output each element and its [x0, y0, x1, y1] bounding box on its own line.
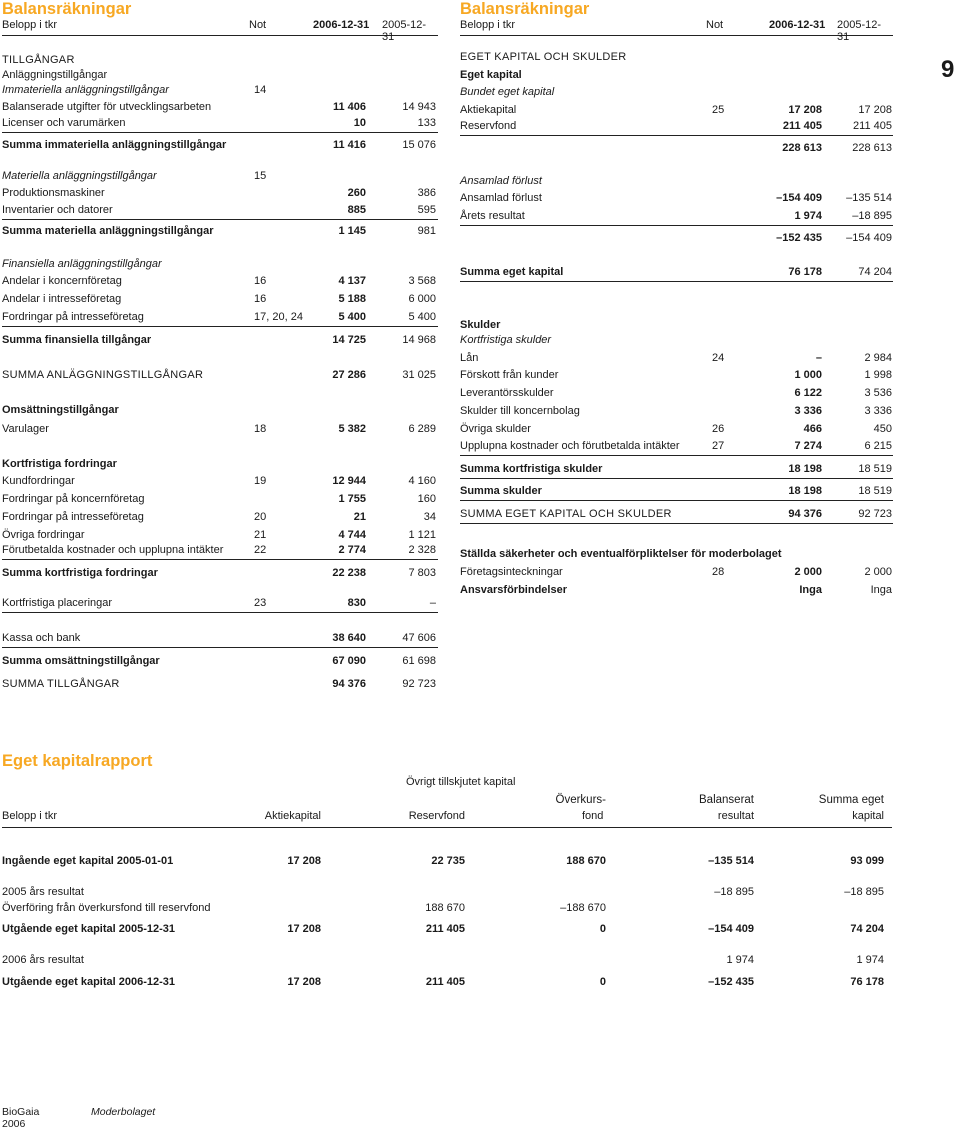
equity-header-retained-1: Balanserat — [699, 794, 754, 806]
row-value-2006: 228 613 — [782, 142, 822, 154]
row-label: Upplupna kostnader och förutbetalda intäkter — [460, 440, 680, 452]
row-value-2005: 34 — [423, 511, 436, 523]
equity-row-label: Överföring från överkursfond till reservfond — [2, 902, 211, 914]
row-label: Ansamlad förlust — [460, 192, 542, 204]
row-label: Anläggningstillgångar — [2, 69, 108, 81]
row-value-2006: 6 122 — [794, 387, 822, 399]
row-label: Övriga skulder — [460, 423, 531, 435]
row-label: SUMMA EGET KAPITAL OCH SKULDER — [460, 508, 672, 520]
row-value-2006: 7 274 — [794, 440, 822, 452]
table-row — [2, 256, 438, 274]
column-header — [2, 18, 438, 43]
row-value-2005: 92 723 — [858, 508, 892, 520]
table-row — [460, 49, 893, 67]
entity-name: Moderbolaget — [91, 1106, 156, 1118]
row-note: 20 — [254, 511, 267, 523]
row-value-2005: 61 698 — [402, 655, 436, 667]
equity-row — [2, 900, 892, 916]
row-value-2005: –18 895 — [852, 210, 892, 222]
row-label: Kassa och bank — [2, 632, 81, 644]
table-row — [460, 367, 893, 385]
table-row — [460, 67, 893, 85]
equity-share-capital: 17 208 — [287, 976, 321, 988]
row-note: 26 — [712, 423, 725, 435]
equity-row — [2, 853, 892, 869]
page-number: 9 — [941, 56, 955, 83]
table-row — [2, 402, 438, 420]
section-title: Balansräkningar — [460, 0, 590, 18]
header-year-2005: 2005-12-31 — [382, 19, 427, 43]
row-value-2005: 228 613 — [852, 142, 892, 154]
row-value-2006: 18 198 — [788, 485, 822, 497]
row-label: SUMMA TILLGÅNGAR — [2, 678, 120, 690]
row-value-2005: 5 400 — [408, 311, 436, 323]
table-row — [460, 332, 893, 350]
row-note: 15 — [254, 170, 267, 182]
row-value-2006: 12 944 — [332, 475, 366, 487]
row-label: Summa finansiella tillgångar — [2, 334, 152, 346]
row-label: Kundfordringar — [2, 475, 75, 487]
row-value-2005: 160 — [417, 493, 436, 505]
row-note: 16 — [254, 275, 267, 287]
row-label: Leverantörsskulder — [460, 387, 554, 399]
row-label: Årets resultat — [460, 210, 525, 222]
row-value-2005: 2 984 — [864, 352, 892, 364]
row-value-2006: 830 — [347, 597, 366, 609]
row-label: Reservfond — [460, 120, 517, 132]
equity-row — [2, 952, 892, 968]
equity-total: 93 099 — [850, 855, 884, 867]
row-value-2005: –135 514 — [846, 192, 892, 204]
row-value-2006: 1 974 — [794, 210, 822, 222]
header-year-2005: 2005-12-31 — [837, 19, 882, 43]
table-row — [460, 403, 893, 421]
table-row — [460, 506, 893, 524]
row-value-2006: 14 725 — [332, 334, 366, 346]
row-label: Företagsinteckningar — [460, 566, 563, 578]
row-value-2005: 17 208 — [858, 104, 892, 116]
row-value-2006: 1 145 — [338, 225, 366, 237]
table-row — [2, 491, 438, 509]
row-value-2006: 211 405 — [782, 120, 822, 132]
row-value-2005: 981 — [417, 225, 436, 237]
equity-total: 1 974 — [856, 954, 884, 966]
header-note: Not — [706, 19, 724, 31]
row-value-2005: 133 — [417, 117, 436, 129]
row-label: Skulder — [460, 319, 501, 331]
equity-header-share-premium-1: Överkurs- — [555, 794, 606, 806]
row-value-2006: 22 238 — [332, 567, 366, 579]
table-row — [460, 264, 893, 282]
row-value-2005: – — [429, 597, 436, 609]
row-value-2006: Inga — [799, 584, 822, 596]
row-value-2006: 4 137 — [338, 275, 366, 287]
equity-share-capital: 17 208 — [287, 923, 321, 935]
row-label: Licenser och varumärken — [2, 117, 126, 129]
equity-header-share-capital: Aktiekapital — [264, 810, 321, 822]
row-value-2005: 2 000 — [864, 566, 892, 578]
row-value-2006: 4 744 — [338, 529, 366, 541]
row-value-2005: 7 803 — [408, 567, 436, 579]
row-value-2006: 17 208 — [788, 104, 822, 116]
row-note: 22 — [254, 544, 267, 556]
row-value-2005: 14 943 — [402, 101, 436, 113]
row-label: Förutbetalda kostnader och upplupna intäkter — [2, 544, 224, 556]
equity-header-retained-2: resultat — [717, 810, 754, 822]
column-header — [460, 18, 893, 43]
row-value-2005: 4 160 — [408, 475, 436, 487]
table-row — [2, 309, 438, 327]
equity-retained-earnings: –135 514 — [708, 855, 754, 867]
equity-header-reserve-fund: Reservfond — [408, 810, 465, 822]
equity-header-share-premium-2: fond — [582, 810, 604, 822]
table-row — [460, 173, 893, 191]
table-row — [2, 676, 438, 694]
row-value-2006: 5 382 — [338, 423, 366, 435]
row-value-2006: 5 400 — [338, 311, 366, 323]
row-label: Kortfristiga placeringar — [2, 597, 113, 609]
equity-reserve-fund: 188 670 — [425, 902, 465, 914]
table-row — [2, 509, 438, 527]
row-label: TILLGÅNGAR — [2, 54, 75, 66]
table-row — [2, 273, 438, 291]
table-row — [2, 367, 438, 385]
equity-total: 76 178 — [850, 976, 884, 988]
row-value-2006: 18 198 — [788, 463, 822, 475]
header-label: Belopp i tkr — [2, 19, 58, 31]
row-value-2005: 450 — [873, 423, 892, 435]
row-value-2006: 2 000 — [794, 566, 822, 578]
table-row — [2, 185, 438, 203]
equity-share-premium: –188 670 — [560, 902, 606, 914]
table-row — [2, 202, 438, 220]
table-row — [460, 230, 893, 248]
row-value-2005: 14 968 — [402, 334, 436, 346]
row-value-2005: –154 409 — [846, 232, 892, 244]
row-label: Summa kortfristiga fordringar — [2, 567, 158, 579]
table-row — [460, 421, 893, 439]
row-label: Andelar i intresseföretag — [2, 293, 122, 305]
table-row — [2, 542, 438, 560]
table-row — [460, 461, 893, 479]
equity-header-rule — [2, 827, 892, 828]
row-value-2006: 94 376 — [332, 678, 366, 690]
row-value-2005: 3 336 — [864, 405, 892, 417]
row-label: Andelar i koncernföretag — [2, 275, 122, 287]
table-row — [2, 99, 438, 117]
row-value-2006: –154 409 — [776, 192, 822, 204]
row-label: Fordringar på intresseföretag — [2, 311, 144, 323]
row-label: SUMMA ANLÄGGNINGSTILLGÅNGAR — [2, 369, 204, 381]
row-note: 25 — [712, 104, 725, 116]
row-value-2006: 885 — [347, 204, 366, 216]
row-note: 24 — [712, 352, 725, 364]
row-value-2006: 2 774 — [338, 544, 366, 556]
equity-retained-earnings: 1 974 — [726, 954, 754, 966]
row-value-2005: 2 328 — [408, 544, 436, 556]
table-row — [460, 190, 893, 208]
row-value-2005: 18 519 — [858, 463, 892, 475]
equity-header — [2, 770, 892, 826]
row-value-2006: – — [815, 352, 822, 364]
row-note: 28 — [712, 566, 725, 578]
equity-retained-earnings: –152 435 — [708, 976, 754, 988]
row-value-2005: 1 998 — [864, 369, 892, 381]
row-label: Immateriella anläggningstillgångar — [2, 84, 169, 96]
row-note: 14 — [254, 84, 267, 96]
row-label: Finansiella anläggningstillgångar — [2, 258, 162, 270]
row-label: Ställda säkerheter och eventualförpliktelser för moderbolaget — [460, 548, 782, 560]
row-label: Bundet eget kapital — [460, 86, 555, 98]
row-value-2005: 3 536 — [864, 387, 892, 399]
table-row — [2, 456, 438, 474]
row-note: 18 — [254, 423, 267, 435]
equity-reserve-fund: 211 405 — [425, 976, 465, 988]
row-value-2006: 260 — [347, 187, 366, 199]
row-value-2006: 76 178 — [788, 266, 822, 278]
row-label: Kortfristiga fordringar — [2, 458, 117, 470]
table-row — [460, 102, 893, 120]
row-label: Kortfristiga skulder — [460, 334, 552, 346]
row-value-2006: 1 755 — [338, 493, 366, 505]
header-label: Belopp i tkr — [460, 19, 516, 31]
row-note: 21 — [254, 529, 267, 541]
table-row — [2, 332, 438, 350]
row-label: Summa materiella anläggningstillgångar — [2, 225, 214, 237]
table-row — [460, 140, 893, 158]
equity-row-label: 2005 års resultat — [2, 886, 84, 898]
row-value-2005: 47 606 — [402, 632, 436, 644]
row-label: Omsättningstillgångar — [2, 404, 119, 416]
table-row — [460, 582, 893, 600]
row-value-2005: 211 405 — [853, 120, 892, 132]
header-year-2006: 2006-12-31 — [313, 19, 370, 31]
table-row — [2, 115, 438, 133]
table-row — [460, 564, 893, 582]
row-value-2005: 31 025 — [402, 369, 436, 381]
equity-report — [2, 752, 892, 988]
equity-retained-earnings: –18 895 — [714, 886, 754, 898]
row-label: Inventarier och datorer — [2, 204, 113, 216]
row-label: Lån — [460, 352, 479, 364]
row-label: Övriga fordringar — [2, 529, 85, 541]
row-label: Produktionsmaskiner — [2, 187, 105, 199]
row-value-2006: –152 435 — [776, 232, 822, 244]
table-row — [2, 565, 438, 583]
row-label: Förskott från kunder — [460, 369, 559, 381]
row-label: Skulder till koncernbolag — [460, 405, 580, 417]
equity-header-total-1: Summa eget — [818, 794, 884, 806]
row-note: 17, 20, 24 — [254, 311, 303, 323]
table-row — [460, 438, 893, 456]
publication-name: BioGaia 2006 — [2, 1106, 40, 1130]
row-value-2005: 386 — [417, 187, 436, 199]
table-row — [2, 223, 438, 241]
section-title: Balansräkningar — [2, 0, 132, 18]
equity-retained-earnings: –154 409 — [708, 923, 754, 935]
equity-total: 74 204 — [850, 923, 884, 935]
equity-row-label: 2006 års resultat — [2, 954, 84, 966]
equity-row — [2, 884, 892, 900]
row-label: Ansvarsförbindelser — [460, 584, 567, 596]
equity-row-label: Ingående eget kapital 2005-01-01 — [2, 855, 174, 867]
row-value-2005: 6 215 — [864, 440, 892, 452]
row-value-2006: 3 336 — [794, 405, 822, 417]
equity-share-premium: 0 — [599, 923, 606, 935]
row-value-2005: Inga — [870, 584, 892, 596]
row-value-2006: 10 — [353, 117, 366, 129]
header-year-2006: 2006-12-31 — [769, 19, 826, 31]
row-label: EGET KAPITAL OCH SKULDER — [460, 51, 627, 63]
row-value-2006: 27 286 — [332, 369, 366, 381]
row-value-2005: 3 568 — [408, 275, 436, 287]
equity-reserve-fund: 211 405 — [425, 923, 465, 935]
row-value-2005: 18 519 — [858, 485, 892, 497]
row-label: Eget kapital — [460, 69, 522, 81]
table-row — [2, 82, 438, 100]
header-note: Not — [249, 19, 267, 31]
table-row — [2, 421, 438, 439]
row-value-2005: 92 723 — [402, 678, 436, 690]
row-value-2006: 21 — [353, 511, 366, 523]
row-label: Ansamlad förlust — [460, 175, 542, 187]
table-row — [2, 595, 438, 613]
row-value-2006: 5 188 — [338, 293, 366, 305]
equity-row — [2, 921, 892, 937]
row-value-2005: 1 121 — [408, 529, 436, 541]
table-row — [2, 168, 438, 186]
row-value-2006: 466 — [803, 423, 822, 435]
row-label: Aktiekapital — [460, 104, 517, 116]
equity-row — [2, 974, 892, 990]
row-value-2006: 11 416 — [332, 139, 366, 151]
row-label: Summa omsättningstillgångar — [2, 655, 160, 667]
row-value-2006: 94 376 — [788, 508, 822, 520]
row-value-2006: 1 000 — [794, 369, 822, 381]
row-value-2005: 595 — [417, 204, 436, 216]
table-row — [460, 118, 893, 136]
equity-report-title: Eget kapitalrapport — [2, 752, 153, 770]
row-value-2005: 6 289 — [408, 423, 436, 435]
row-note: 23 — [254, 597, 267, 609]
table-row — [460, 350, 893, 368]
row-note: 27 — [712, 440, 725, 452]
equity-total: –18 895 — [844, 886, 884, 898]
row-value-2005: 15 076 — [402, 139, 436, 151]
row-note: 19 — [254, 475, 267, 487]
table-row — [2, 653, 438, 671]
row-label: Summa immateriella anläggningstillgångar — [2, 139, 227, 151]
row-label: Fordringar på koncernföretag — [2, 493, 145, 505]
equity-row-label: Utgående eget kapital 2005-12-31 — [2, 923, 176, 935]
equity-header-label: Belopp i tkr — [2, 810, 58, 822]
group-header: Övrigt tillskjutet kapital — [406, 776, 516, 788]
balance-sheet-assets — [2, 0, 438, 690]
equity-reserve-fund: 22 735 — [431, 855, 465, 867]
equity-share-premium: 0 — [599, 976, 606, 988]
row-label: Materiella anläggningstillgångar — [2, 170, 157, 182]
row-label: Summa eget kapital — [460, 266, 564, 278]
row-label: Fordringar på intresseföretag — [2, 511, 144, 523]
row-label: Varulager — [2, 423, 49, 435]
row-value-2006: 11 406 — [332, 101, 366, 113]
table-row — [2, 137, 438, 155]
row-value-2005: 6 000 — [408, 293, 436, 305]
equity-header-total-2: kapital — [852, 810, 884, 822]
row-value-2006: 67 090 — [332, 655, 366, 667]
table-row — [2, 630, 438, 648]
row-label: Balanserade utgifter för utvecklingsarbeten — [2, 101, 212, 113]
row-value-2005: 74 204 — [858, 266, 892, 278]
row-value-2006: 38 640 — [332, 632, 366, 644]
table-row — [460, 546, 893, 564]
table-row — [2, 291, 438, 309]
table-row — [460, 483, 893, 501]
equity-share-capital: 17 208 — [287, 855, 321, 867]
table-row — [2, 473, 438, 491]
table-row — [460, 84, 893, 102]
row-label: Summa kortfristiga skulder — [460, 463, 603, 475]
row-label: Summa skulder — [460, 485, 542, 497]
row-note: 16 — [254, 293, 267, 305]
balance-sheet-equity-liabilities — [460, 0, 893, 596]
table-row — [460, 208, 893, 226]
equity-row-label: Utgående eget kapital 2006-12-31 — [2, 976, 176, 988]
equity-share-premium: 188 670 — [566, 855, 606, 867]
table-row — [460, 385, 893, 403]
